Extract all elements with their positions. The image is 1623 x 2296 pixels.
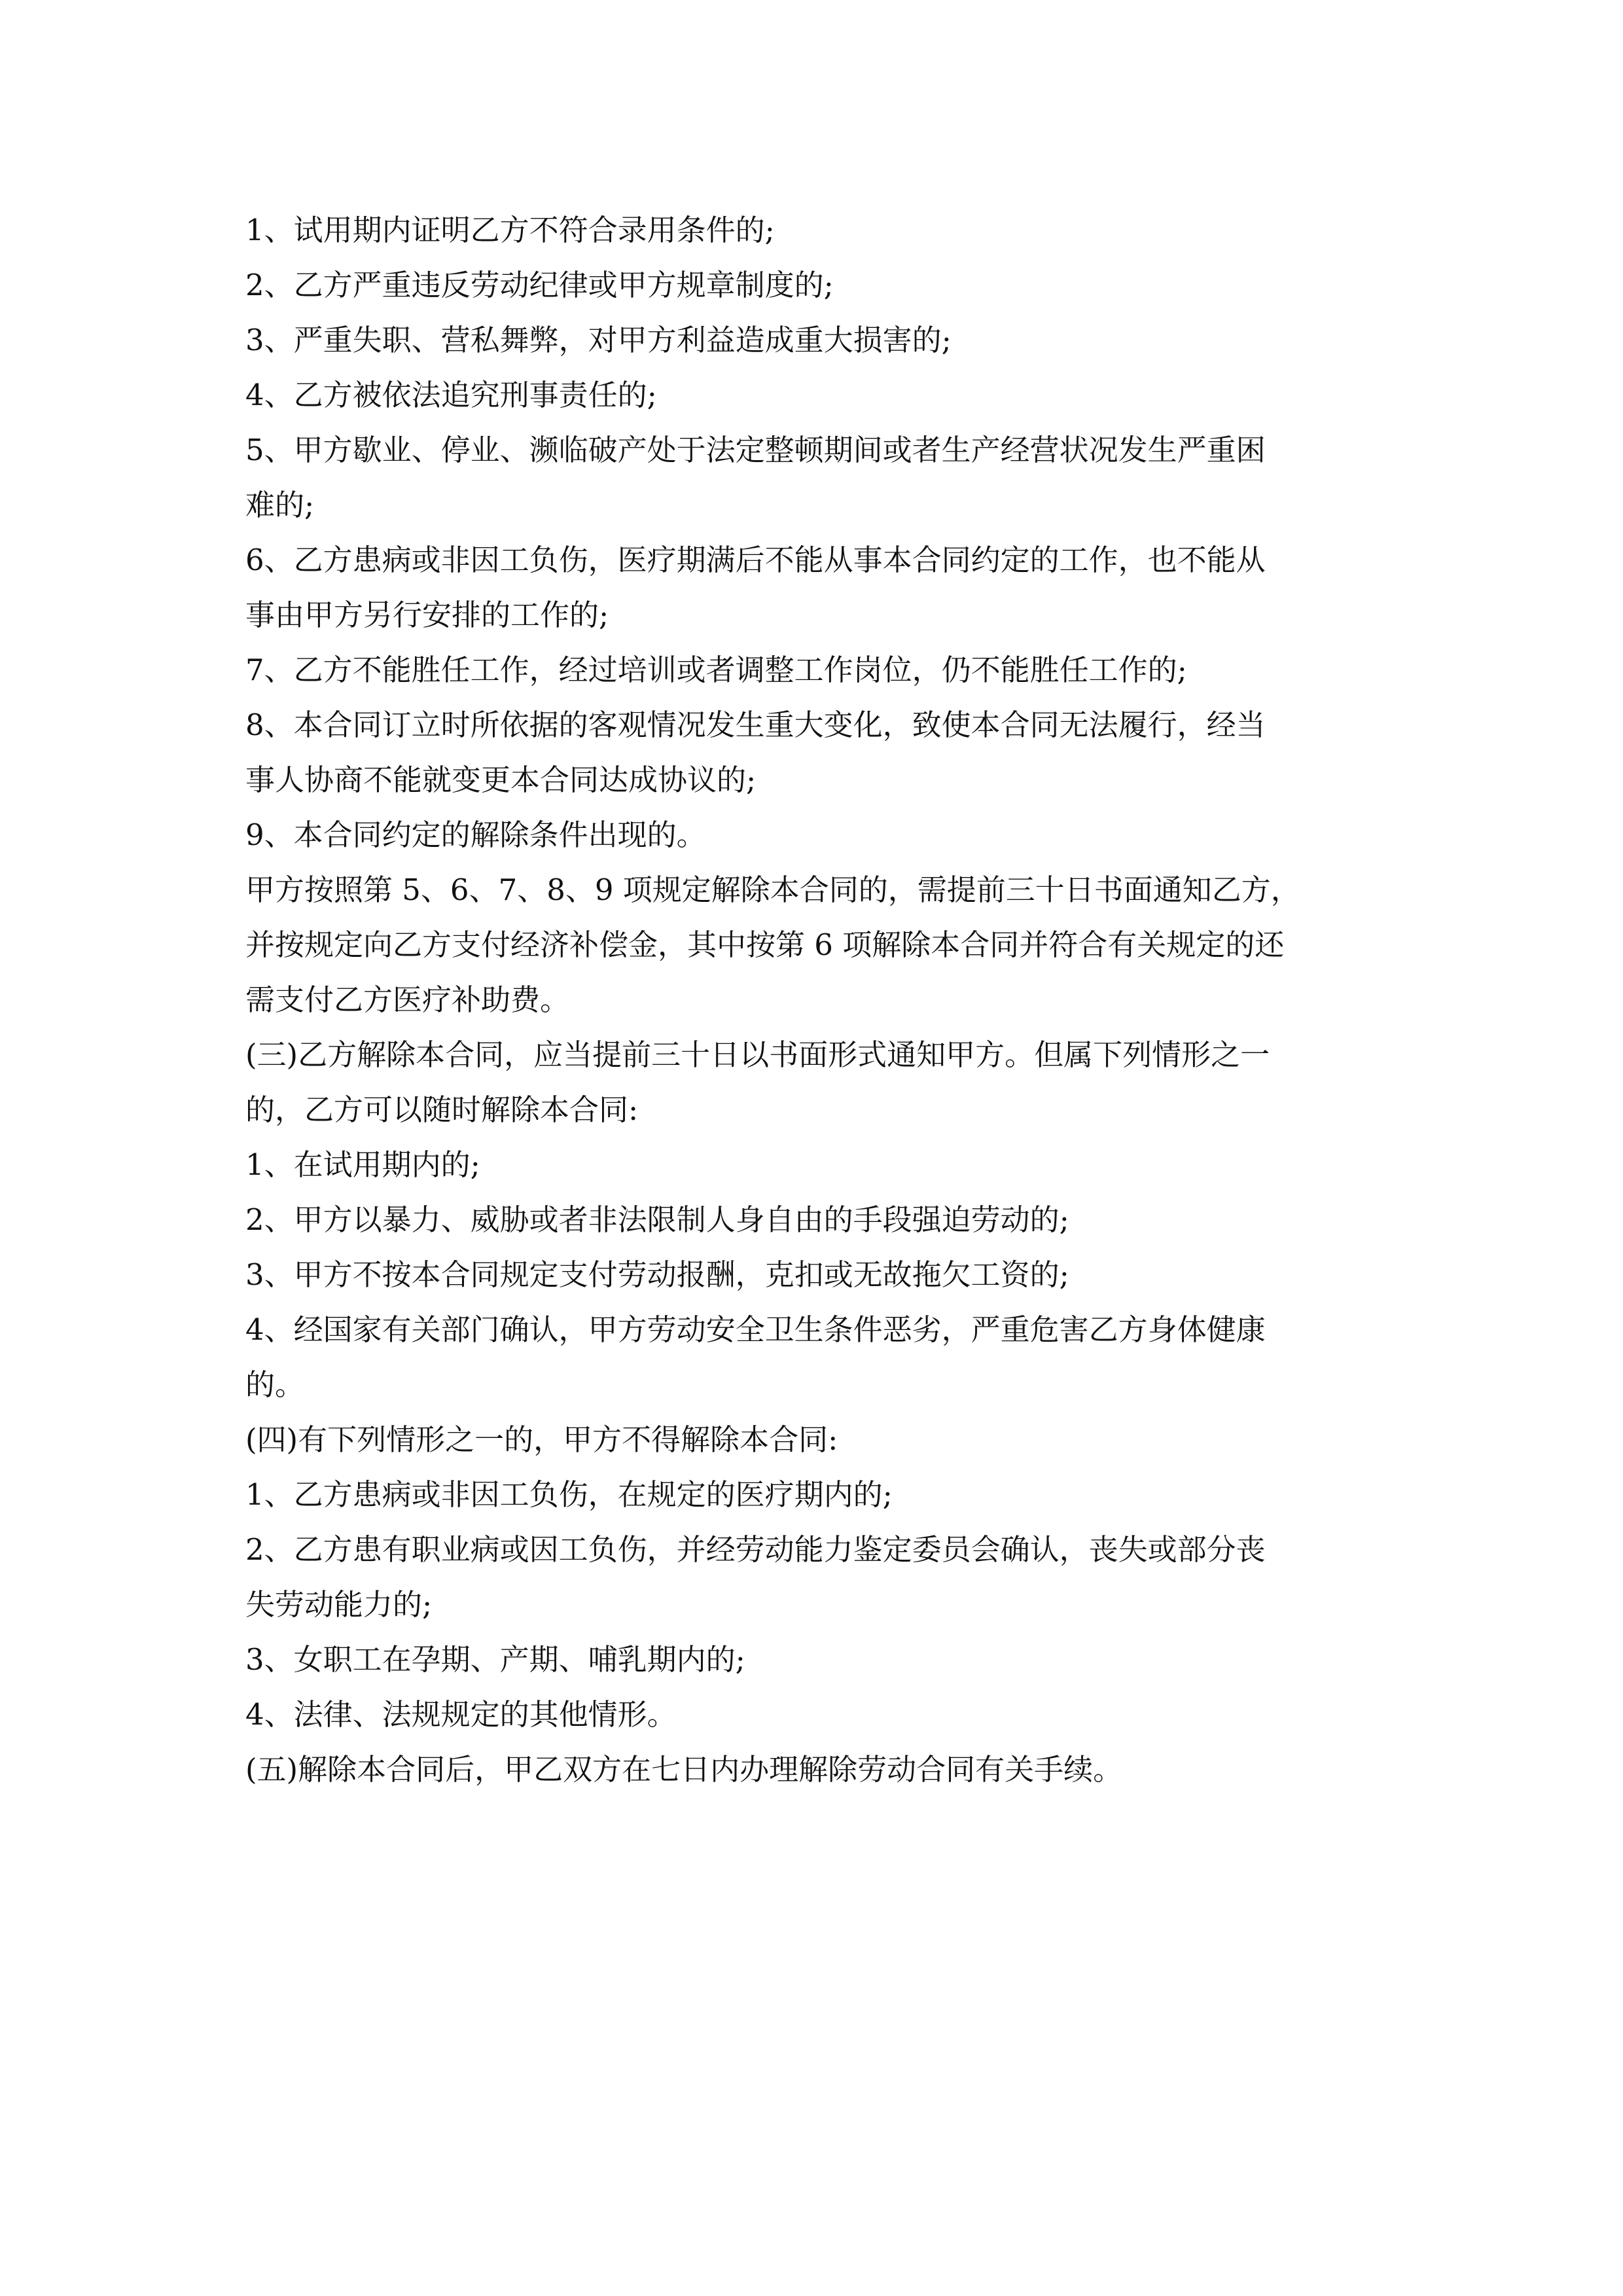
text-line: 难的; xyxy=(245,488,315,522)
text-line: 2、乙方严重违反劳动纪律或甲方规章制度的; xyxy=(245,268,834,302)
contract-body xyxy=(245,203,1378,1797)
text-line: 的。 xyxy=(245,1367,305,1402)
text-line: 9、本合同约定的解除条件出现的。 xyxy=(245,817,706,852)
text-line: 6、乙方患病或非因工负伤，医疗期满后不能从事本合同约定的工作，也不能从 xyxy=(245,543,1266,577)
text-line: 的，乙方可以随时解除本合同: xyxy=(245,1092,639,1127)
text-line: 事人协商不能就变更本合同达成协议的; xyxy=(245,762,757,797)
text-line: 失劳动能力的; xyxy=(245,1587,433,1622)
text-line: 7、乙方不能胜任工作，经过培训或者调整工作岗位，仍不能胜任工作的; xyxy=(245,653,1187,687)
text-line: 4、法律、法规规定的其他情形。 xyxy=(245,1697,677,1732)
text-line: (四)有下列情形之一的，甲方不得解除本合同: xyxy=(245,1422,838,1457)
text-line: 需支付乙方医疗补助费。 xyxy=(245,982,570,1017)
text-line: 3、严重失职、营私舞弊，对甲方利益造成重大损害的; xyxy=(245,323,952,357)
text-line: 事由甲方另行安排的工作的; xyxy=(245,598,609,632)
text-line: (五)解除本合同后，甲乙双方在七日内办理解除劳动合同有关手续。 xyxy=(245,1752,1123,1787)
text-line: 5、甲方歇业、停业、濒临破产处于法定整顿期间或者生产经营状况发生严重困 xyxy=(245,433,1266,467)
text-line: (三)乙方解除本合同，应当提前三十日以书面形式通知甲方。但属下列情形之一 xyxy=(245,1037,1270,1072)
text-line: 4、经国家有关部门确认，甲方劳动安全卫生条件恶劣，严重危害乙方身体健康 xyxy=(245,1312,1266,1347)
text-line: 8、本合同订立时所依据的客观情况发生重大变化，致使本合同无法履行，经当 xyxy=(245,708,1266,742)
text-line: 4、乙方被依法追究刑事责任的; xyxy=(245,378,657,412)
text-line: 1、乙方患病或非因工负伤，在规定的医疗期内的; xyxy=(245,1477,893,1512)
text-line: 2、甲方以暴力、威胁或者非法限制人身自由的手段强迫劳动的; xyxy=(245,1202,1069,1237)
text-line: 1、在试用期内的; xyxy=(245,1147,480,1182)
text-line: 并按规定向乙方支付经济补偿金，其中按第 6 项解除本合同并符合有关规定的还 xyxy=(245,927,1285,962)
text-line: 3、甲方不按本合同规定支付劳动报酬，克扣或无故拖欠工资的; xyxy=(245,1257,1069,1292)
text-line: 甲方按照第 5、6、7、8、9 项规定解除本合同的，需提前三十日书面通知乙方， xyxy=(245,872,1300,907)
text-line: 1、试用期内证明乙方不符合录用条件的; xyxy=(245,213,775,247)
text-line: 3、女职工在孕期、产期、哺乳期内的; xyxy=(245,1642,745,1677)
text-line: 2、乙方患有职业病或因工负伤，并经劳动能力鉴定委员会确认，丧失或部分丧 xyxy=(245,1532,1266,1567)
